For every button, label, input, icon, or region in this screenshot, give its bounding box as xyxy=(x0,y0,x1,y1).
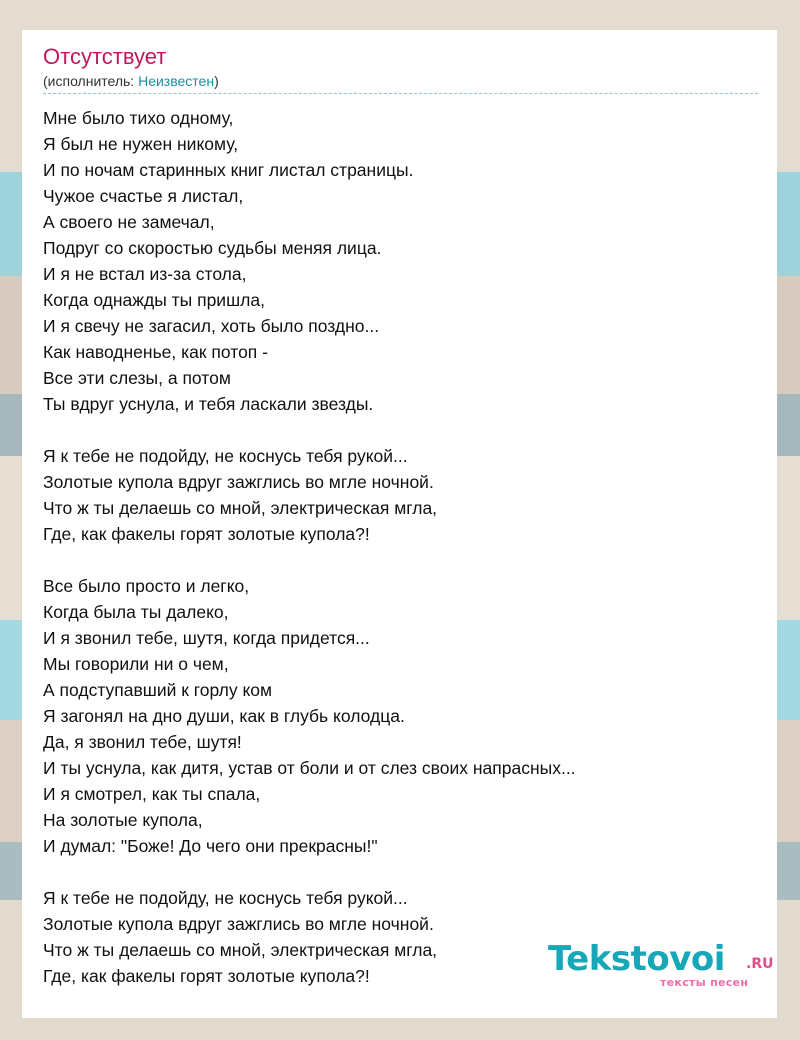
lyric-line: И я звонил тебе, шутя, когда придется... xyxy=(43,628,370,648)
artist-line xyxy=(43,72,758,94)
artist-suffix: ) xyxy=(214,73,219,89)
lyrics-card xyxy=(22,30,777,1018)
lyric-line: Мы говорили ни о чем, xyxy=(43,654,229,674)
lyric-line: И я свечу не загасил, хоть было поздно... xyxy=(43,316,380,336)
lyric-line: И я не встал из-за стола, xyxy=(43,264,247,284)
lyric-line: На золотые купола, xyxy=(43,810,203,830)
song-title: Отсутствует xyxy=(43,44,167,69)
lyric-line: И думал: "Боже! До чего они прекрасны!" xyxy=(43,836,378,856)
lyric-line: Когда однажды ты пришла, xyxy=(43,290,265,310)
lyric-line: Где, как факелы горят золотые купола?! xyxy=(43,524,370,544)
lyrics-body xyxy=(43,105,757,989)
site-logo[interactable] xyxy=(548,939,774,990)
lyric-line: Да, я звонил тебе, шутя! xyxy=(43,732,242,752)
lyric-line: И я смотрел, как ты спала, xyxy=(43,784,261,804)
artist-link[interactable]: Неизвестен xyxy=(138,73,215,89)
lyric-line: Подруг со скоростью судьбы меняя лица. xyxy=(43,238,382,258)
lyric-line: Все было просто и легко, xyxy=(43,576,250,596)
lyric-line: Как наводненье, как потоп - xyxy=(43,342,268,362)
logo-tld: .RU xyxy=(746,956,774,972)
logo-wordmark: Tekstovoi xyxy=(548,939,725,979)
lyric-line: А своего не замечал, xyxy=(43,212,215,232)
lyric-line: Золотые купола вдруг зажглись во мгле ночной. xyxy=(43,914,434,934)
lyric-line: А подступавший к горлу ком xyxy=(43,680,273,700)
lyric-line: Все эти слезы, а потом xyxy=(43,368,231,388)
stanza-gap xyxy=(43,859,757,885)
lyric-line: Где, как факелы горят золотые купола?! xyxy=(43,966,370,986)
lyric-line: И по ночам старинных книг листал страницы. xyxy=(43,160,414,180)
lyric-line: Чужое счастье я листал, xyxy=(43,186,244,206)
lyric-line: Я к тебе не подойду, не коснусь тебя рукой... xyxy=(43,446,408,466)
logo-tagline: тексты песен xyxy=(660,976,749,989)
lyric-line: Когда была ты далеко, xyxy=(43,602,229,622)
lyric-line: Что ж ты делаешь со мной, электрическая мгла, xyxy=(43,498,438,518)
artist-prefix: (исполнитель: xyxy=(43,73,139,89)
lyric-line: Золотые купола вдруг зажглись во мгле ночной. xyxy=(43,472,434,492)
stanza-gap xyxy=(43,417,757,443)
lyric-line: Мне было тихо одному, xyxy=(43,108,234,128)
stanza-gap xyxy=(43,547,757,573)
lyric-line: Что ж ты делаешь со мной, электрическая мгла, xyxy=(43,940,438,960)
lyric-line: Я был не нужен никому, xyxy=(43,134,239,154)
lyric-line: Я к тебе не подойду, не коснусь тебя рукой... xyxy=(43,888,408,908)
lyric-line: Ты вдруг уснула, и тебя ласкали звезды. xyxy=(43,394,374,414)
lyric-line: И ты уснула, как дитя, устав от боли и от слез своих напрасных... xyxy=(43,758,576,778)
lyric-line: Я загонял на дно души, как в глубь колодца. xyxy=(43,706,405,726)
